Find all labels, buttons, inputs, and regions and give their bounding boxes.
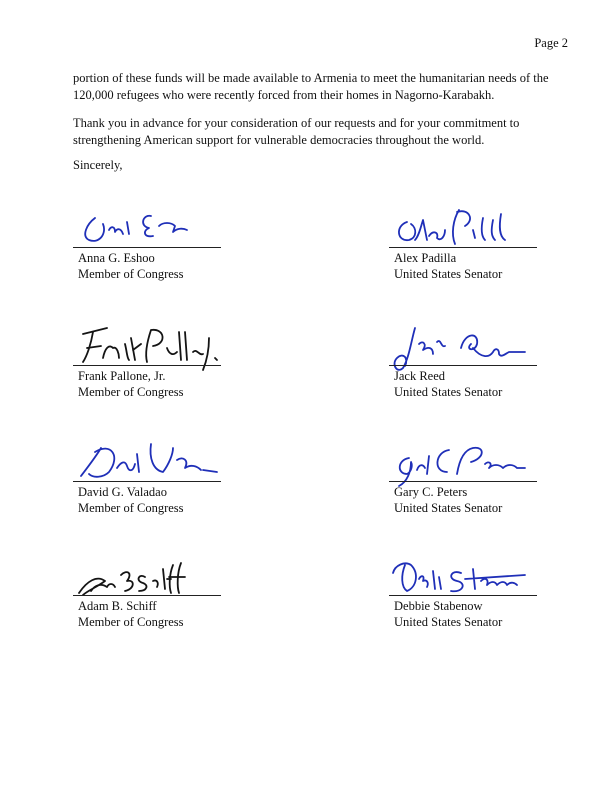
signatory-name: David G. Valadao xyxy=(78,485,167,499)
signatory-name: Frank Pallone, Jr. xyxy=(78,369,166,383)
closing: Sincerely, xyxy=(73,158,123,172)
signature-schiff xyxy=(73,551,223,601)
signatory-title: United States Senator xyxy=(394,615,503,629)
signatory-name: Adam B. Schiff xyxy=(78,599,157,613)
signatory-name: Anna G. Eshoo xyxy=(78,251,155,265)
signatory-name: Debbie Stabenow xyxy=(394,599,483,613)
body-paragraph-1: portion of these funds will be made available to Armenia to meet the humanitarian needs of the 120,000 refugees who were recently forced from their homes in Nagorno-Karabakh. xyxy=(73,71,549,102)
signatory-title: United States Senator xyxy=(394,385,503,399)
signatory-name: Alex Padilla xyxy=(394,251,457,265)
signatory-name: Gary C. Peters xyxy=(394,485,468,499)
signatory-title: Member of Congress xyxy=(78,501,184,515)
signatory-name: Jack Reed xyxy=(394,369,446,383)
signature-padilla xyxy=(389,200,539,250)
signature-stabenow xyxy=(389,551,539,601)
page-number: Page 2 xyxy=(534,36,568,50)
signatory-title: Member of Congress xyxy=(78,267,184,281)
signatory-title: Member of Congress xyxy=(78,385,184,399)
signatory-title: United States Senator xyxy=(394,267,503,281)
body-paragraph-2: Thank you in advance for your consideration of our requests and for your commitment to strengthening American support for vulnerable democracies throughout the world. xyxy=(73,116,520,147)
signatory-title: United States Senator xyxy=(394,501,503,515)
signatory-title: Member of Congress xyxy=(78,615,184,629)
signature-eshoo xyxy=(73,200,223,250)
